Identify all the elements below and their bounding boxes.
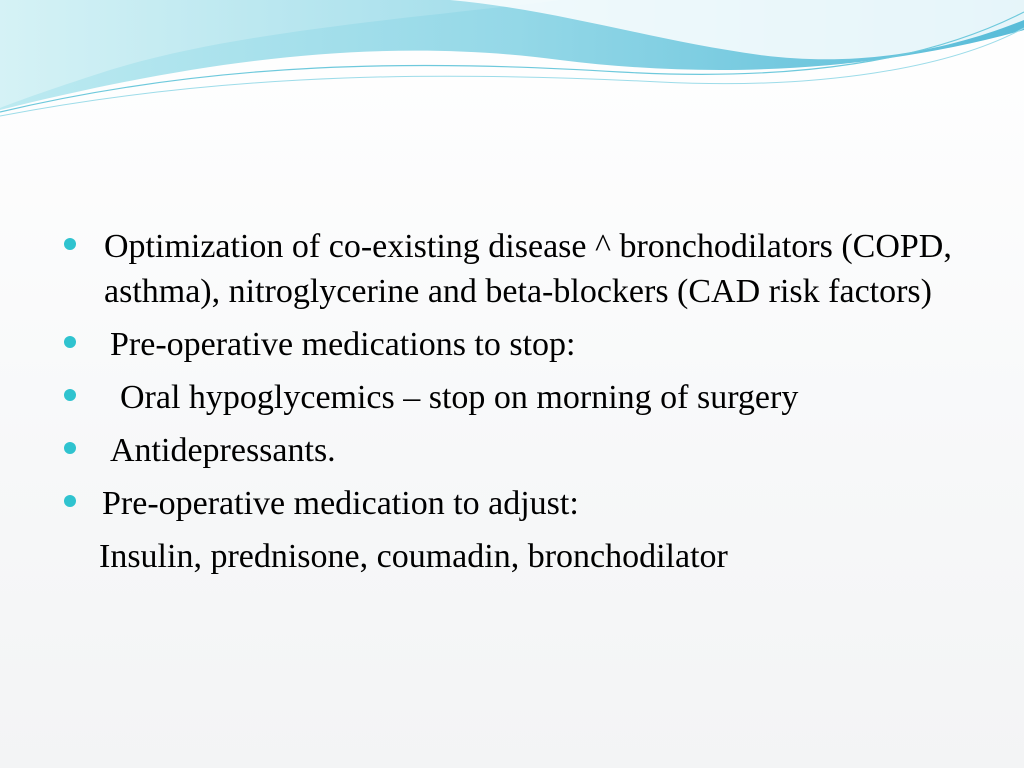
bullet-item [64,322,984,367]
bullet-dot-icon [64,336,76,348]
bullet-item [64,428,984,473]
bullet-text: Pre-operative medication to adjust: [102,485,579,522]
bullet-text: Optimization of co-existing disease ^ bronchodilators (COPD, asthma), nitroglycerine and beta-blockers (CAD risk factors) [104,228,952,310]
header-wave-decoration [0,0,1024,130]
bullet-item [64,375,984,420]
bullet-dot-icon [64,389,76,401]
bullet-text: Pre-operative medications to stop: [110,326,576,363]
bullet-text: Antidepressants. [110,432,336,469]
slide-content [64,224,984,579]
bullet-dot-icon [64,238,76,250]
bullet-dot-icon [64,495,76,507]
bullet-dot-icon [64,442,76,454]
bullet-text: Oral hypoglycemics – stop on morning of surgery [120,379,799,416]
bullet-item [64,481,984,526]
continuation-line: Insulin, prednisone, coumadin, bronchodilator [99,538,728,575]
bullet-item [64,224,984,314]
